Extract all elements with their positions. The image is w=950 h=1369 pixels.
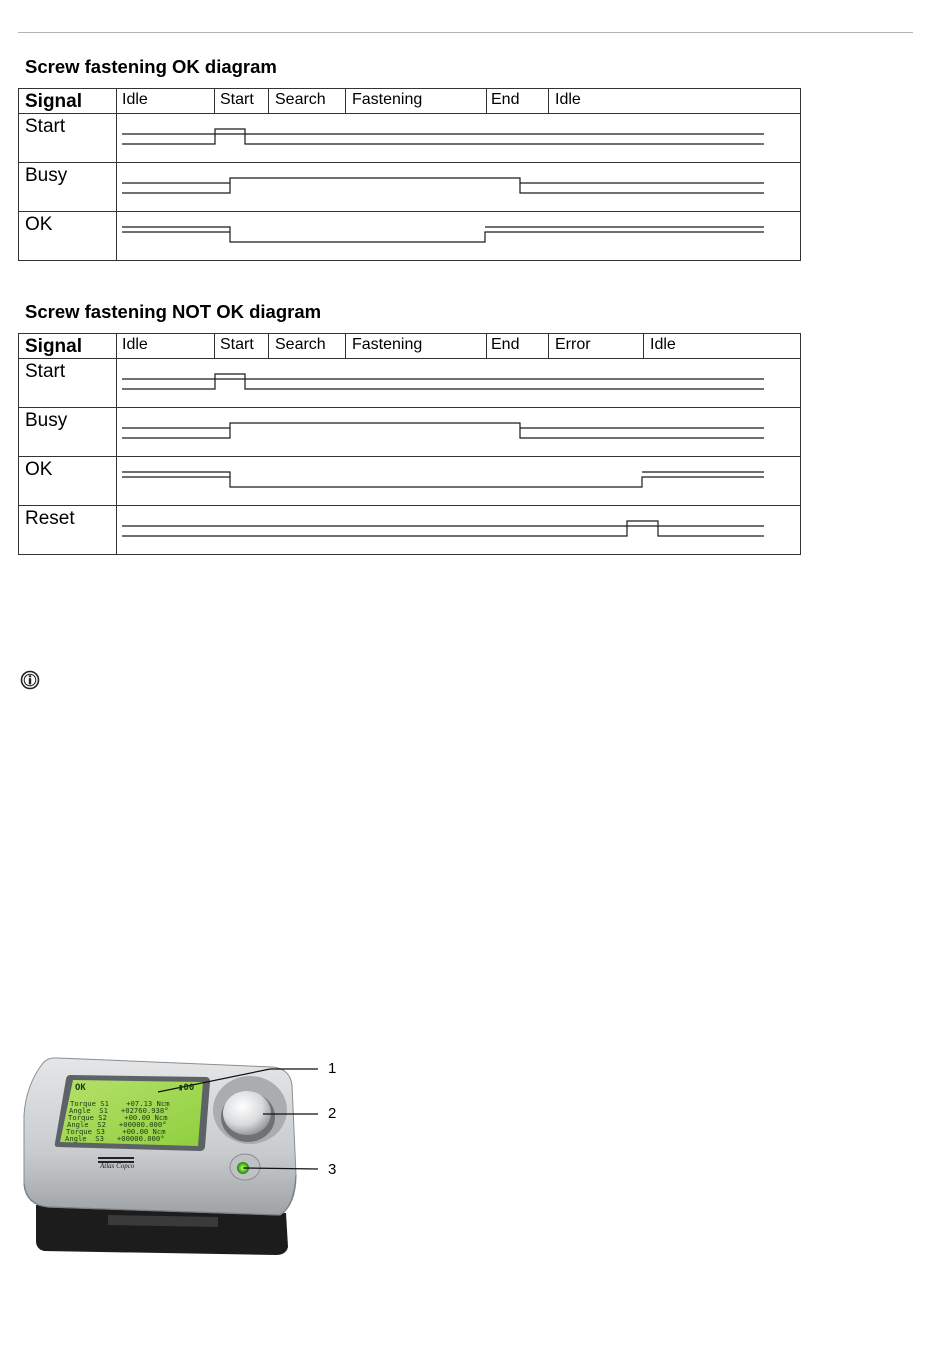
not-ok-signal-table [18,333,801,555]
phase-fastening: Fastening [352,91,423,108]
ok-signal-table [18,88,801,261]
lcd-line-4: Angle S2 +00000.000° [67,1120,167,1129]
phase-search: Search [275,336,326,353]
phase-end: End [491,336,520,353]
ok-start-waveform [122,129,764,144]
lcd-line-5: Torque S3 +00.00 Ncm [66,1127,166,1136]
phase-idle-final: Idle [650,336,676,353]
top-rule [18,32,913,33]
lcd-indicator: ▮00 [178,1083,195,1093]
lcd-line-6: Angle S3 +00000.000° [65,1134,165,1143]
ok-diagram-grid [18,88,801,261]
signal-column-header: Signal [25,91,83,112]
signal-reset-label: Reset [25,508,75,529]
lcd-line-1: Torque S1 +07.13 Ncm [70,1099,170,1108]
signal-start-label: Start [25,361,66,382]
nok-busy-waveform [122,423,764,438]
signal-ok-label: OK [25,459,53,480]
phase-start: Start [220,91,254,108]
signal-ok-label: OK [25,214,53,235]
signal-busy-label: Busy [25,165,68,186]
brand-logo: Atlas Copco [100,1162,135,1170]
not-ok-diagram-title: Screw fastening NOT OK diagram [25,301,322,322]
callout-2: 2 [328,1105,337,1122]
phase-fastening: Fastening [352,336,423,353]
callout-3: 3 [328,1161,337,1178]
signal-busy-label: Busy [25,410,68,431]
ok-ok-waveform [122,227,764,242]
signal-column-header: Signal [25,336,83,357]
lcd-status: OK [75,1083,86,1093]
ok-diagram-title: Screw fastening OK diagram [25,56,277,77]
nok-reset-waveform [122,521,764,536]
callout-1: 1 [328,1060,337,1077]
ok-busy-waveform [122,178,764,193]
info-icon [20,670,40,690]
signal-start-label: Start [25,116,66,137]
phase-idle: Idle [122,336,148,353]
nok-start-waveform [122,374,764,389]
controller-device-illustration [18,1055,348,1265]
phase-end: End [491,91,520,108]
phase-start: Start [220,336,254,353]
lcd-line-2: Angle S1 +02760.938° [69,1106,169,1115]
phase-idle-final: Idle [555,91,581,108]
phase-error: Error [555,336,591,353]
nok-ok-waveform [122,472,764,487]
phase-search: Search [275,91,326,108]
phase-idle: Idle [122,91,148,108]
lcd-line-3: Torque S2 +00.00 Ncm [68,1113,168,1122]
not-ok-diagram-grid [18,333,801,555]
